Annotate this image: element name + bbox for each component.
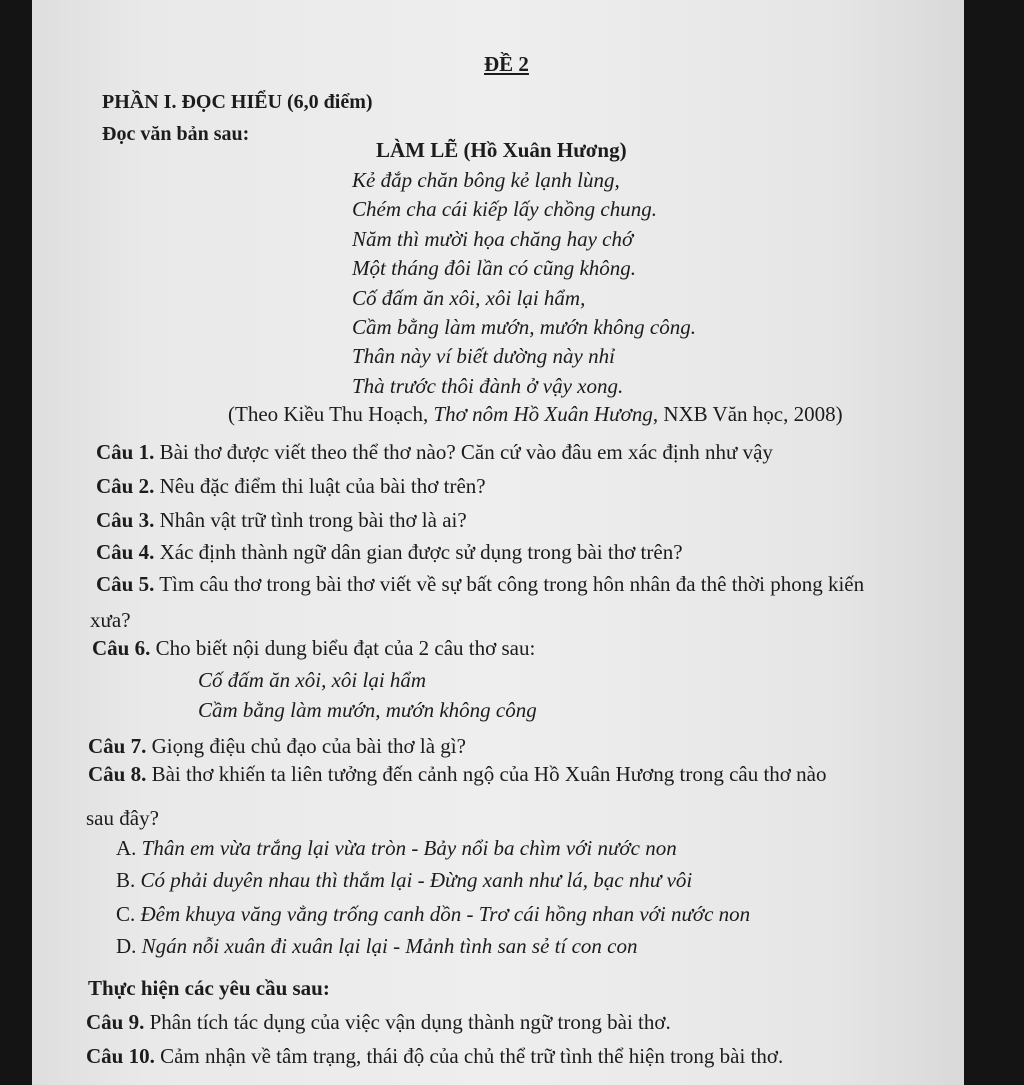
question-4: Câu 4. Xác định thành ngữ dân gian được sử dụng trong bài thơ trên? — [96, 540, 683, 564]
poem-line: Thà trước thôi đành ở vậy xong. — [352, 374, 624, 398]
option-c: C. Đêm khuya văng vẳng trống canh dồn - Trơ cái hồng nhan với nước non — [116, 902, 751, 926]
question-3: Câu 3. Nhân vật trữ tình trong bài thơ là ai? — [96, 508, 467, 532]
question-9: Câu 9. Phân tích tác dụng của việc vận dụng thành ngữ trong bài thơ. — [86, 1010, 671, 1034]
question-1: Câu 1. Bài thơ được viết theo thể thơ nào? Căn cứ vào đâu em xác định như vậy — [96, 440, 773, 464]
question-8-continued: sau đây? — [86, 806, 159, 830]
poem-line: Năm thì mười họa chăng hay chớ — [352, 227, 634, 251]
poem-line: Chém cha cái kiếp lấy chồng chung. — [352, 197, 657, 221]
question-5: Câu 5. Tìm câu thơ trong bài thơ viết về sự bất công trong hôn nhân đa thê thời phong kiến — [96, 572, 865, 596]
section-heading: PHẦN I. ĐỌC HIỂU (6,0 điểm) — [102, 91, 373, 113]
exam-title: ĐỀ 2 — [484, 52, 529, 76]
question-5-continued: xưa? — [90, 608, 131, 632]
question-2: Câu 2. Nêu đặc điểm thi luật của bài thơ trên? — [96, 474, 486, 498]
source-book: Thơ nôm Hồ Xuân Hương — [433, 402, 653, 426]
quoted-line: Cố đấm ăn xôi, xôi lại hẩm — [198, 668, 427, 692]
exam-paper — [32, 0, 964, 1085]
read-prompt: Đọc văn bản sau: — [102, 123, 250, 145]
poem-line: Thân này ví biết dường này nhỉ — [352, 344, 615, 368]
quoted-line: Cầm bằng làm mướn, mướn không công — [198, 698, 537, 722]
option-a: A. Thân em vừa trắng lại vừa tròn - Bảy nổi ba chìm với nước non — [116, 836, 677, 860]
poem-line: Một tháng đôi lần có cũng không. — [352, 256, 637, 280]
question-6: Câu 6. Cho biết nội dung biểu đạt của 2 câu thơ sau: — [92, 636, 536, 660]
poem-line: Cầm bằng làm mướn, mướn không công. — [352, 315, 696, 339]
option-b: B. Có phải duyên nhau thì thắm lại - Đừng xanh như lá, bạc như vôi — [116, 868, 693, 892]
requirements-heading: Thực hiện các yêu cầu sau: — [88, 976, 330, 1000]
poem-source: (Theo Kiều Thu Hoạch, Thơ nôm Hồ Xuân Hương, NXB Văn học, 2008) — [228, 402, 843, 426]
poem-title: LÀM LẼ (Hồ Xuân Hương) — [376, 138, 627, 162]
question-10: Câu 10. Cảm nhận về tâm trạng, thái độ của chủ thể trữ tình thể hiện trong bài thơ. — [86, 1044, 784, 1068]
poem-line: Cố đấm ăn xôi, xôi lại hẩm, — [352, 286, 586, 310]
question-8: Câu 8. Bài thơ khiến ta liên tưởng đến cảnh ngộ của Hồ Xuân Hương trong câu thơ nào — [88, 762, 827, 786]
poem-line: Kẻ đắp chăn bông kẻ lạnh lùng, — [352, 168, 620, 192]
option-d: D. Ngán nỗi xuân đi xuân lại lại - Mảnh tình san sẻ tí con con — [116, 934, 638, 958]
question-7: Câu 7. Giọng điệu chủ đạo của bài thơ là gì? — [88, 734, 466, 758]
